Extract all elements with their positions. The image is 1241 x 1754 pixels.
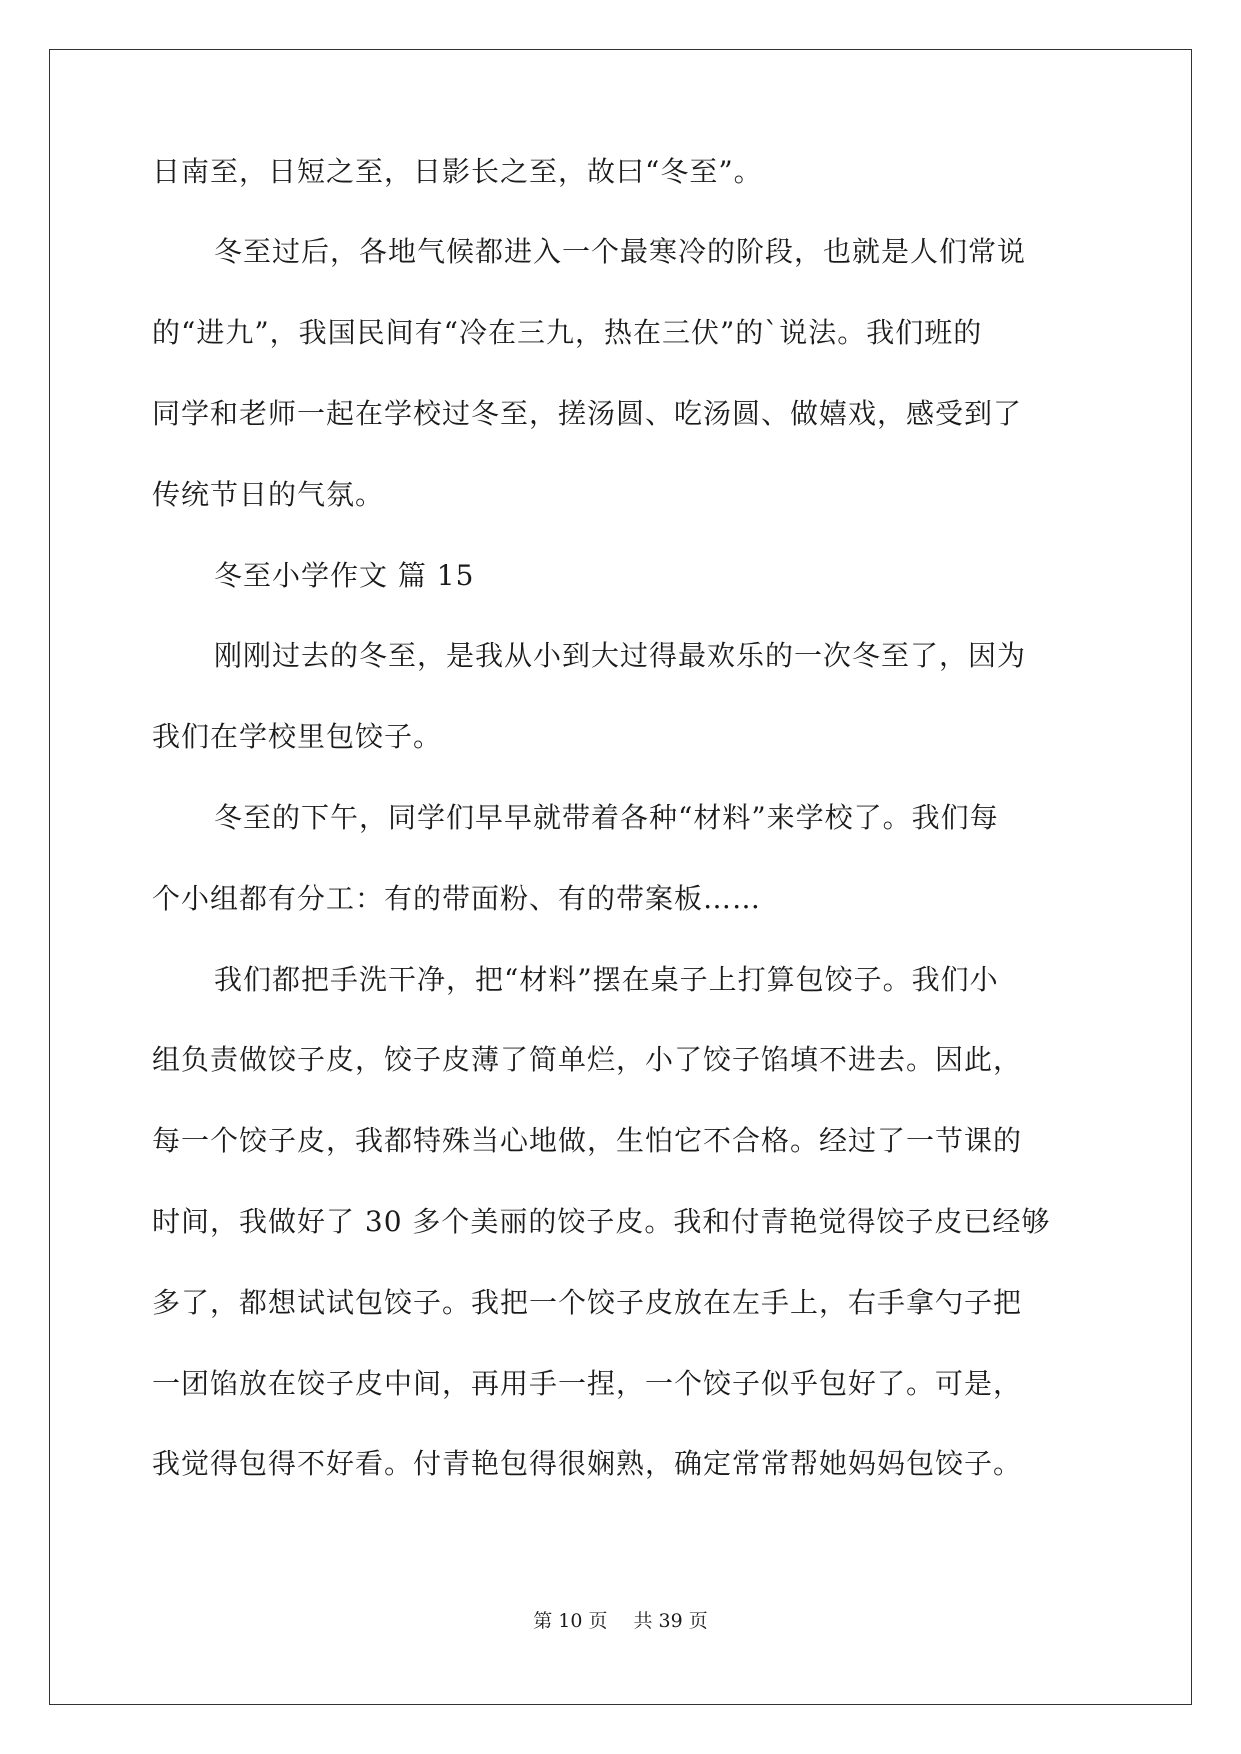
page-total: 共 39 页 [633, 1610, 708, 1632]
paragraph-line: 冬至的下午，同学们早早就带着各种“材料”来学校了。我们每 [214, 801, 999, 834]
text-line: 日南至，日短之至，日影长之至，故曰“冬至”。 [152, 155, 763, 188]
text-line: 时间，我做好了 30 多个美丽的饺子皮。我和付青艳觉得饺子皮已经够 [152, 1205, 1051, 1238]
text-line: 多了，都想试试包饺子。我把一个饺子皮放在左手上，右手拿勺子把 [152, 1286, 1023, 1319]
paragraph-line: 刚刚过去的冬至，是我从小到大过得最欢乐的一次冬至了，因为 [214, 639, 1027, 672]
text-line: 的“进九”，我国民间有“冷在三九，热在三伏”的`说法。我们班的 [152, 316, 983, 349]
text-line: 一团馅放在饺子皮中间，再用手一捏，一个饺子似乎包好了。可是， [152, 1367, 1023, 1400]
text-line: 传统节日的气氛。 [152, 478, 385, 511]
text-line: 我们在学校里包饺子。 [152, 720, 443, 753]
text-line: 同学和老师一起在学校过冬至，搓汤圆、吃汤圆、做嬉戏，感受到了 [152, 397, 1023, 430]
page-number: 第 10 页 [533, 1610, 608, 1632]
text-line: 每一个饺子皮，我都特殊当心地做，生怕它不合格。经过了一节课的 [152, 1124, 1023, 1157]
text-line: 我觉得包得不好看。付青艳包得很娴熟，确定常常帮她妈妈包饺子。 [152, 1447, 1023, 1480]
text-line: 个小组都有分工：有的带面粉、有的带案板…… [152, 882, 762, 915]
section-heading: 冬至小学作文 篇 15 [214, 559, 475, 592]
paragraph-line: 我们都把手洗干净，把“材料”摆在桌子上打算包饺子。我们小 [214, 963, 999, 996]
text-line: 组负责做饺子皮，饺子皮薄了简单烂，小了饺子馅填不进去。因此， [152, 1043, 1023, 1076]
page-footer [0, 1609, 1241, 1633]
paragraph-line: 冬至过后，各地气候都进入一个最寒冷的阶段，也就是人们常说 [214, 235, 1027, 268]
